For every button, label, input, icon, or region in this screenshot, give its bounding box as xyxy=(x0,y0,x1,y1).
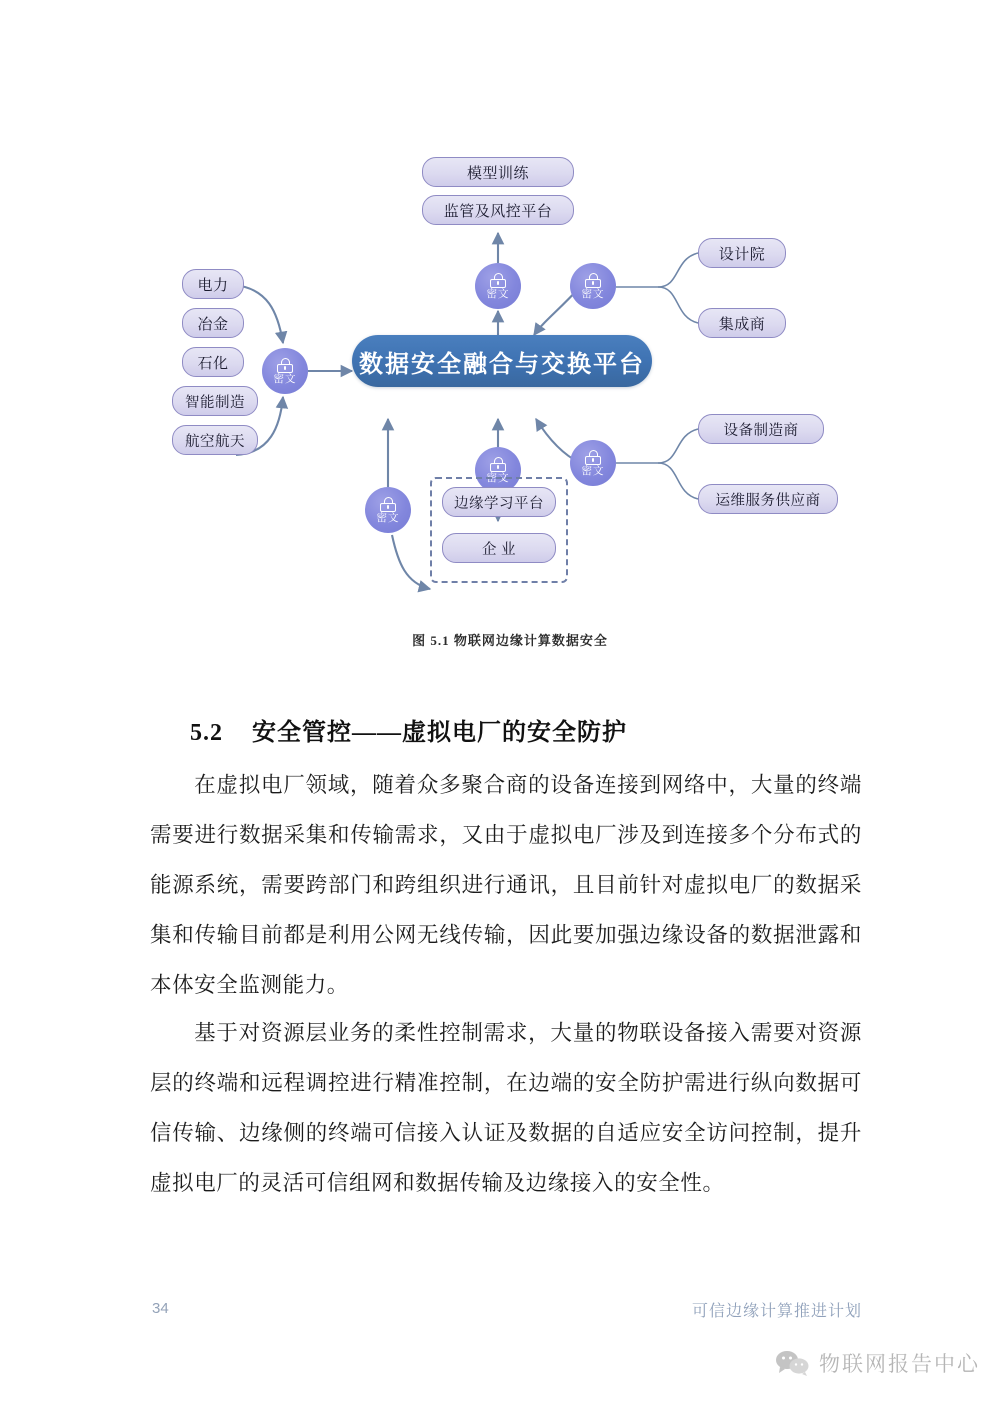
node-aerospace[interactable] xyxy=(172,425,258,455)
section-number: 5.2 xyxy=(190,720,223,746)
lock-cipher-right-top[interactable] xyxy=(570,263,616,309)
page-number: 34 xyxy=(152,1300,169,1317)
paragraph-2 xyxy=(150,1008,862,1208)
node-metallurgy[interactable] xyxy=(182,308,244,338)
lock-label: 密文 xyxy=(581,465,605,477)
watermark-text: 物联网报告中心 xyxy=(819,1352,980,1376)
lock-icon xyxy=(490,273,506,288)
footer-org-name: 可信边缘计算推进计划 xyxy=(691,1303,862,1320)
lock-label: 密文 xyxy=(486,288,510,300)
node-power[interactable] xyxy=(182,269,244,299)
node-enterprise[interactable] xyxy=(442,533,556,563)
node-design-institute[interactable] xyxy=(698,238,786,268)
paragraph-text: 基于对资源层业务的柔性控制需求，大量的物联设备接入需要对资源层的终端和远程调控进行精准控制，在边端的安全防护需进行纵向数据可信传输、边缘侧的终端可信接入认证及数据的自适应安全访问控制，提升虚拟电厂的灵活可信组网和数据传输及边缘接入的安全性。 xyxy=(150,1021,862,1195)
figure-iot-edge-data-security xyxy=(150,135,870,648)
paragraph-text: 在虚拟电厂领域，随着众多聚合商的设备连接到网络中，大量的终端需要进行数据采集和传输需求，又由于虚拟电厂涉及到连接多个分布式的能源系统，需要跨部门和跨组织进行通讯，且目前针对虚拟电厂的数据采集和传输目前都是利用公网无线传输，因此要加强边缘设备的数据泄露和本体安全监测能力。 xyxy=(150,773,862,997)
watermark xyxy=(775,1348,980,1378)
node-label: 集成商 xyxy=(718,316,766,333)
node-label: 石化 xyxy=(197,355,229,372)
lock-icon xyxy=(277,358,293,373)
central-platform[interactable] xyxy=(352,335,652,387)
node-label: 企 业 xyxy=(481,541,517,558)
node-equipment-manufacturer[interactable] xyxy=(698,414,824,444)
node-label: 运维服务供应商 xyxy=(715,492,821,509)
section-heading xyxy=(190,712,870,747)
node-smart-manufacturing[interactable] xyxy=(172,386,258,416)
node-label: 监管及风控平台 xyxy=(443,203,553,220)
lock-label: 密文 xyxy=(581,288,605,300)
node-petrochemical[interactable] xyxy=(182,347,244,377)
lock-cipher-left[interactable] xyxy=(262,348,308,394)
node-model-training[interactable] xyxy=(422,157,574,187)
node-label: 冶金 xyxy=(197,316,229,333)
lock-icon xyxy=(380,497,396,512)
lock-cipher-top[interactable] xyxy=(475,263,521,309)
node-label: 边缘学习平台 xyxy=(454,495,544,512)
node-label: 智能制造 xyxy=(185,394,245,411)
node-system-integrator[interactable] xyxy=(698,308,786,338)
platform-label: 数据安全融合与交换平台 xyxy=(359,350,645,378)
node-regulation-risk-platform[interactable] xyxy=(422,195,574,225)
lock-cipher-right-bottom[interactable] xyxy=(570,440,616,486)
node-label: 设备制造商 xyxy=(723,422,799,439)
wechat-icon xyxy=(775,1350,809,1376)
paragraph-1 xyxy=(150,760,862,1010)
node-label: 航空航天 xyxy=(185,433,245,450)
section-title: 安全管控——虚拟电厂的安全防护 xyxy=(252,720,627,746)
lock-cipher-left-bottom[interactable] xyxy=(365,487,411,533)
lock-icon xyxy=(585,273,601,288)
lock-label: 密文 xyxy=(273,373,297,385)
node-edge-learning-platform[interactable] xyxy=(442,487,556,517)
lock-icon xyxy=(585,450,601,465)
figure-caption: 图 5.1 物联网边缘计算数据安全 xyxy=(412,633,608,648)
node-label: 电力 xyxy=(197,277,229,294)
node-label: 模型训练 xyxy=(466,165,529,182)
lock-label: 密文 xyxy=(486,472,510,484)
lock-label: 密文 xyxy=(376,512,400,524)
node-label: 设计院 xyxy=(718,246,766,263)
node-om-service-provider[interactable] xyxy=(698,484,838,514)
lock-icon xyxy=(490,457,506,472)
